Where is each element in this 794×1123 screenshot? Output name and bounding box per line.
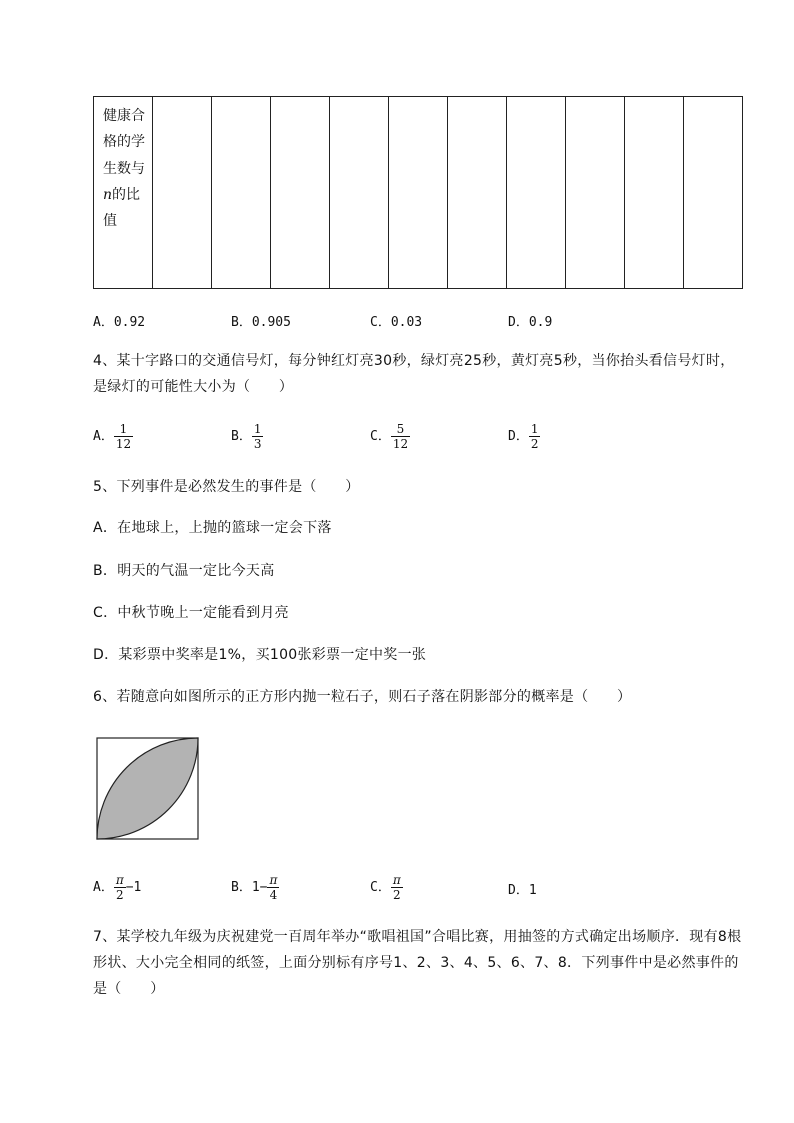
q6-option-d: D．1: [508, 883, 537, 898]
q4-option-d: [508, 422, 540, 451]
option-tail: −1: [125, 880, 142, 895]
table-cell: [684, 97, 743, 289]
square-figure: [96, 737, 200, 841]
label-tail: 的比值: [103, 186, 141, 230]
numerator: 1: [253, 422, 262, 436]
q5-option-b: B．明天的气温一定比今天高: [93, 563, 275, 579]
numerator: π: [269, 873, 278, 887]
label-main: 健康合格的学生数与: [103, 108, 145, 177]
q6-option-c: [370, 873, 403, 902]
table-row: [94, 97, 743, 289]
option-label: C．: [370, 880, 391, 895]
table-cell: [566, 97, 625, 289]
q3-option-d: D．0.9: [508, 315, 553, 330]
option-label: A．: [93, 429, 114, 444]
numerator: 1: [114, 422, 133, 437]
label-variable: n: [103, 186, 113, 203]
table-cell: [389, 97, 448, 289]
q3-option-b: B．0.905: [231, 315, 291, 330]
q5-text: 5、下列事件是必然发生的事件是（ ）: [93, 479, 360, 495]
data-table: [93, 96, 743, 289]
q6-option-a: [93, 873, 141, 902]
option-label: D．: [508, 429, 529, 444]
table-cell: [330, 97, 389, 289]
table-cell: [212, 97, 271, 289]
fraction: [114, 422, 133, 451]
fraction: [267, 873, 279, 902]
denominator: 3: [253, 437, 262, 451]
q4-option-a: [93, 422, 133, 451]
denominator: 12: [115, 437, 132, 451]
q6-text: 6、若随意向如图所示的正方形内抛一粒石子，则石子落在阴影部分的概率是（ ）: [93, 689, 632, 705]
q4-text: 4、某十字路口的交通信号灯，每分钟红灯亮30秒，绿灯亮25秒，黄灯亮5秒，当你抬头看信号灯时，是绿灯的可能性大小为（ ）: [93, 353, 735, 395]
fraction: [391, 422, 410, 451]
fraction: [252, 422, 264, 451]
numerator: π: [392, 873, 401, 887]
option-label: A．: [93, 880, 114, 895]
table-cell: [448, 97, 507, 289]
q5-option-a: A．在地球上，上抛的篮球一定会下落: [93, 520, 332, 536]
fraction: [529, 422, 541, 451]
q3-option-c: C．0.03: [370, 315, 423, 330]
table-cell: [153, 97, 212, 289]
table-cell: [507, 97, 566, 289]
option-label: B．: [231, 880, 252, 895]
table-row-label: [94, 97, 147, 234]
fraction: [391, 873, 403, 902]
numerator: 5: [391, 422, 410, 437]
table-cell: [271, 97, 330, 289]
table-cell: [625, 97, 684, 289]
denominator: 12: [392, 437, 409, 451]
denominator: 2: [530, 437, 539, 451]
numerator: π: [115, 873, 124, 887]
q5-option-d: D．某彩票中奖率是1%，买100张彩票一定中奖一张: [93, 647, 427, 663]
option-label: B．: [231, 429, 252, 444]
denominator: 2: [392, 888, 401, 902]
q4-option-b: [231, 422, 263, 451]
option-label: C．: [370, 429, 391, 444]
q3-option-a: A．0.92: [93, 315, 146, 330]
fraction: [114, 873, 126, 902]
denominator: 2: [115, 888, 124, 902]
q6-option-b: [231, 873, 279, 902]
denominator: 4: [269, 888, 278, 902]
table-row-label-cell: [94, 97, 153, 289]
option-head: 1−: [251, 880, 268, 895]
numerator: 1: [530, 422, 539, 436]
q7-text: 7、某学校九年级为庆祝建党一百周年举办“歌唱祖国”合唱比赛，用抽签的方式确定出场顺序．现有8根形状、大小完全相同的纸签，上面分别标有序号1、2、3、4、5、6、7、8．下列事件中是必然事件的是（ ）: [93, 929, 742, 997]
q5-option-c: C．中秋节晚上一定能看到月亮: [93, 605, 289, 621]
q4-option-c: [370, 422, 410, 451]
